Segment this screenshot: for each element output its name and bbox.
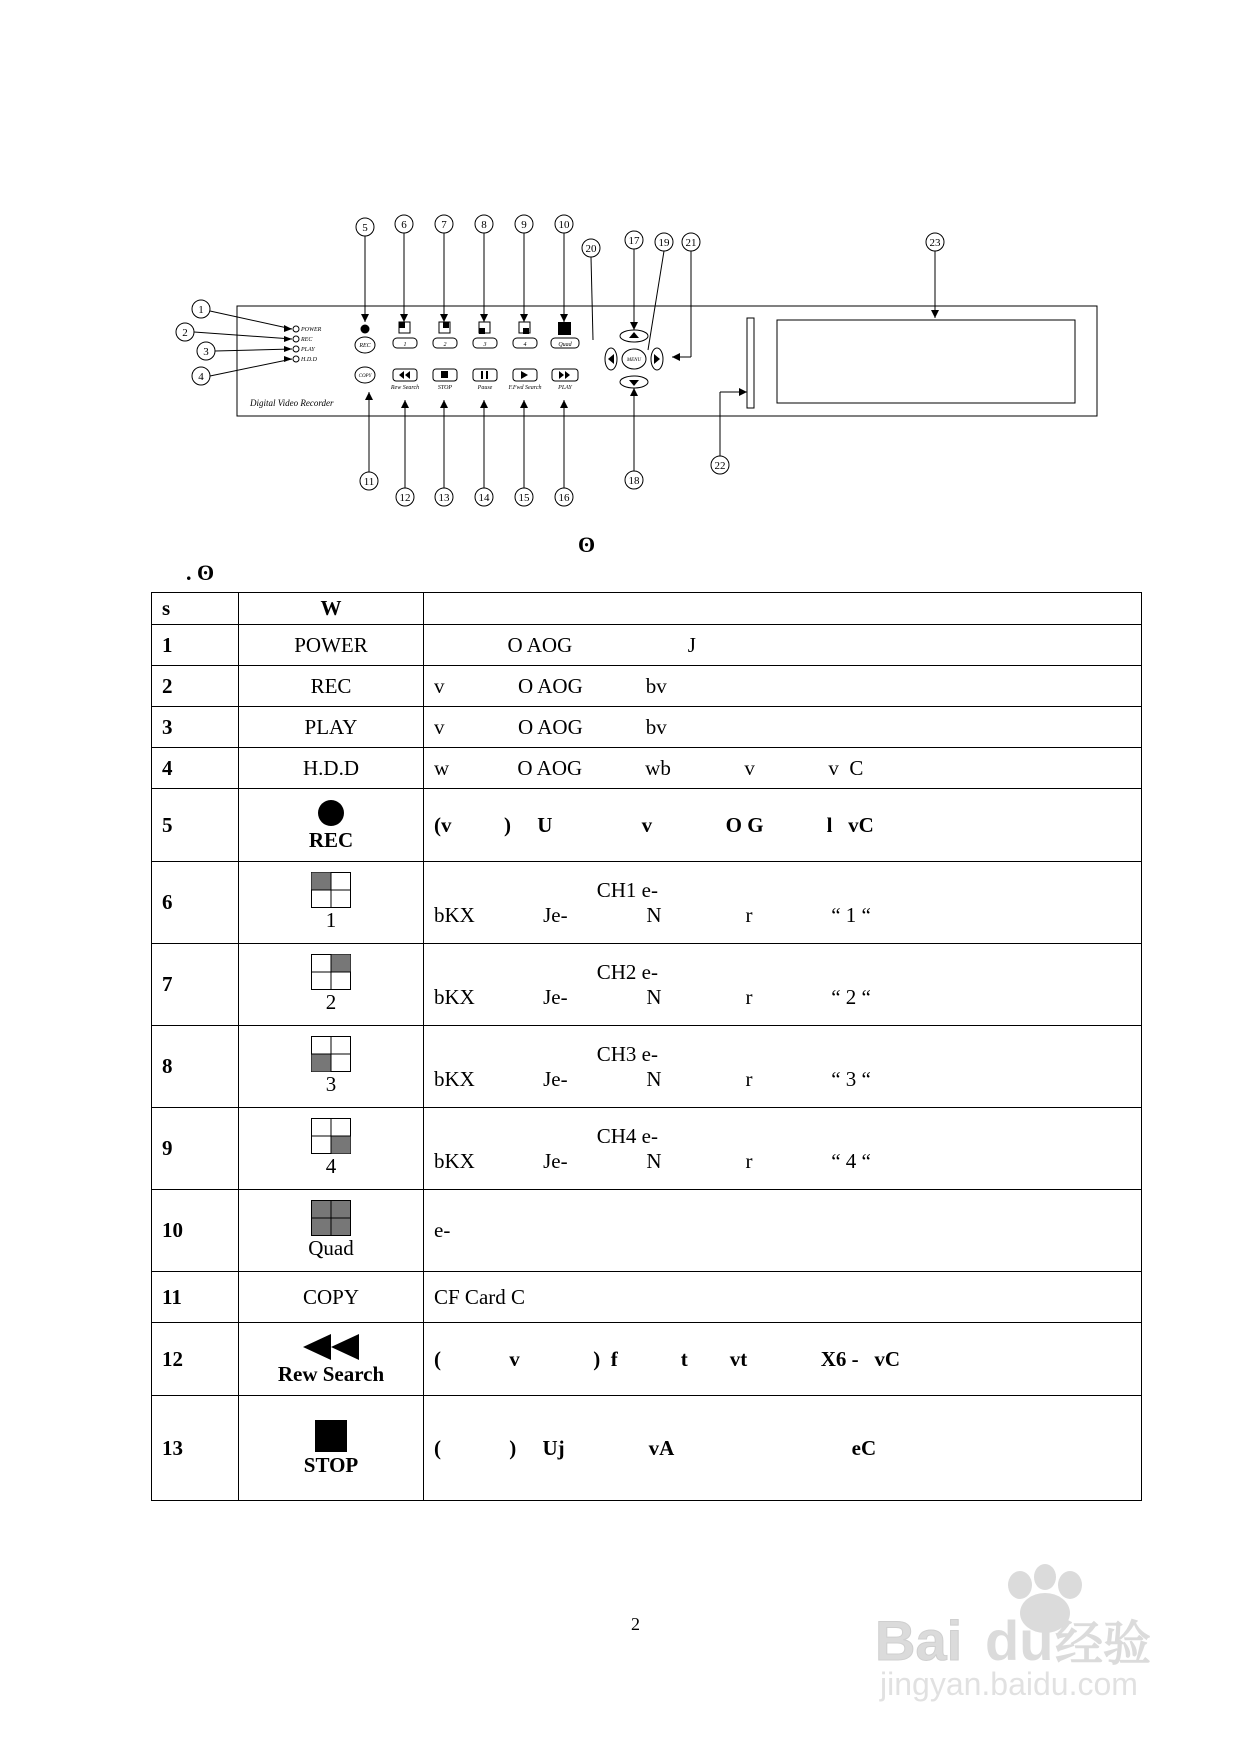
svg-text:8: 8 <box>481 219 487 231</box>
table-caption: . ʘ <box>186 560 215 585</box>
table-row: 9 4 CH4 e- bKX Je- N r “ 4 “ <box>152 1108 1142 1190</box>
svg-text:REC: REC <box>359 343 371 349</box>
svg-text:POWER: POWER <box>301 327 322 333</box>
button-spec-table <box>151 592 1142 1501</box>
table-row: 5 REC (v ) U v O G l vC <box>152 789 1142 862</box>
svg-text:16: 16 <box>558 492 570 504</box>
channel-4-icon <box>311 1118 351 1154</box>
front-panel-diagram <box>0 0 1240 540</box>
svg-text:MENU: MENU <box>626 358 642 363</box>
header-desc <box>424 593 1142 625</box>
channel-2-icon <box>311 954 351 990</box>
svg-text:1: 1 <box>403 342 407 348</box>
svg-text:REC: REC <box>301 337 313 343</box>
header-name: W <box>239 593 424 625</box>
svg-text:F.Fwd Search: F.Fwd Search <box>508 385 542 391</box>
table-row: 7 2 CH2 e- bKX Je- N r “ 2 “ <box>152 944 1142 1026</box>
svg-text:1: 1 <box>198 304 204 316</box>
svg-text:Pause: Pause <box>477 385 493 391</box>
svg-text:PLAY: PLAY <box>301 347 315 353</box>
svg-text:经验: 经验 <box>1055 1616 1152 1672</box>
disc-tray <box>777 320 1075 403</box>
svg-text:17: 17 <box>628 235 640 247</box>
table-row: 11 COPY CF Card C <box>152 1272 1142 1323</box>
svg-text:STOP: STOP <box>437 385 453 391</box>
figure-caption: ʘ <box>578 532 596 557</box>
svg-text:23: 23 <box>929 237 941 249</box>
table-row: 3 PLAY v O AOG bv <box>152 707 1142 748</box>
svg-text:Rew Search: Rew Search <box>390 385 420 391</box>
svg-text:13: 13 <box>438 492 450 504</box>
svg-text:Bai: Bai <box>875 1609 963 1672</box>
svg-text:12: 12 <box>399 492 411 504</box>
svg-text:H.D.D: H.D.D <box>301 357 317 363</box>
quad-view-icon <box>311 1200 351 1236</box>
table-row: 1 POWER O AOG J <box>152 625 1142 666</box>
svg-text:5: 5 <box>362 222 368 234</box>
svg-text:7: 7 <box>441 219 447 231</box>
svg-text:11: 11 <box>363 476 375 488</box>
tray-slot <box>747 318 754 408</box>
channel-3-icon <box>311 1036 351 1072</box>
svg-text:Quad: Quad <box>558 342 572 348</box>
stop-icon <box>314 1419 348 1453</box>
svg-text:21: 21 <box>685 237 697 249</box>
brand-text: Digital Video Recorder <box>250 398 334 408</box>
svg-text:9: 9 <box>521 219 527 231</box>
svg-text:20: 20 <box>585 243 597 255</box>
svg-text:3: 3 <box>203 346 209 358</box>
table-row: 10 Quad e- <box>152 1190 1142 1272</box>
rewind-icon <box>301 1332 361 1362</box>
svg-text:19: 19 <box>658 237 670 249</box>
channel-1-icon <box>311 872 351 908</box>
table-row: 2 REC v O AOG bv <box>152 666 1142 707</box>
table-row: 4 H.D.D w O AOG wb v v C <box>152 748 1142 789</box>
table-row: 12 Rew Search ( v ) f t vt X6 - vC <box>152 1323 1142 1396</box>
svg-text:15: 15 <box>518 492 530 504</box>
svg-text:22: 22 <box>714 460 726 472</box>
baidu-watermark-logo <box>870 1555 1170 1705</box>
svg-text:PLAY: PLAY <box>558 385 572 391</box>
svg-text:jingyan.baidu.com: jingyan.baidu.com <box>880 1666 1138 1702</box>
record-dot-icon <box>316 798 346 828</box>
svg-text:COPY: COPY <box>358 374 372 379</box>
svg-text:14: 14 <box>478 492 490 504</box>
svg-text:18: 18 <box>628 475 640 487</box>
svg-text:du: du <box>985 1609 1054 1672</box>
page-number: 2 <box>631 1614 640 1634</box>
svg-text:2: 2 <box>443 342 447 348</box>
svg-text:10: 10 <box>558 219 570 231</box>
table-row: 8 3 CH3 e- bKX Je- N r “ 3 “ <box>152 1026 1142 1108</box>
svg-text:4: 4 <box>198 371 204 383</box>
table-row: 13 STOP ( ) Uj vA eC <box>152 1396 1142 1501</box>
header-num: s <box>152 593 239 625</box>
svg-text:3: 3 <box>483 342 487 348</box>
front-panel-svg <box>0 0 1240 540</box>
svg-text:4: 4 <box>523 342 527 348</box>
table-row: 6 1 CH1 e- bKX Je- N r “ 1 “ <box>152 862 1142 944</box>
svg-text:2: 2 <box>182 327 188 339</box>
table-header-row <box>152 593 1142 625</box>
svg-text:6: 6 <box>401 219 407 231</box>
